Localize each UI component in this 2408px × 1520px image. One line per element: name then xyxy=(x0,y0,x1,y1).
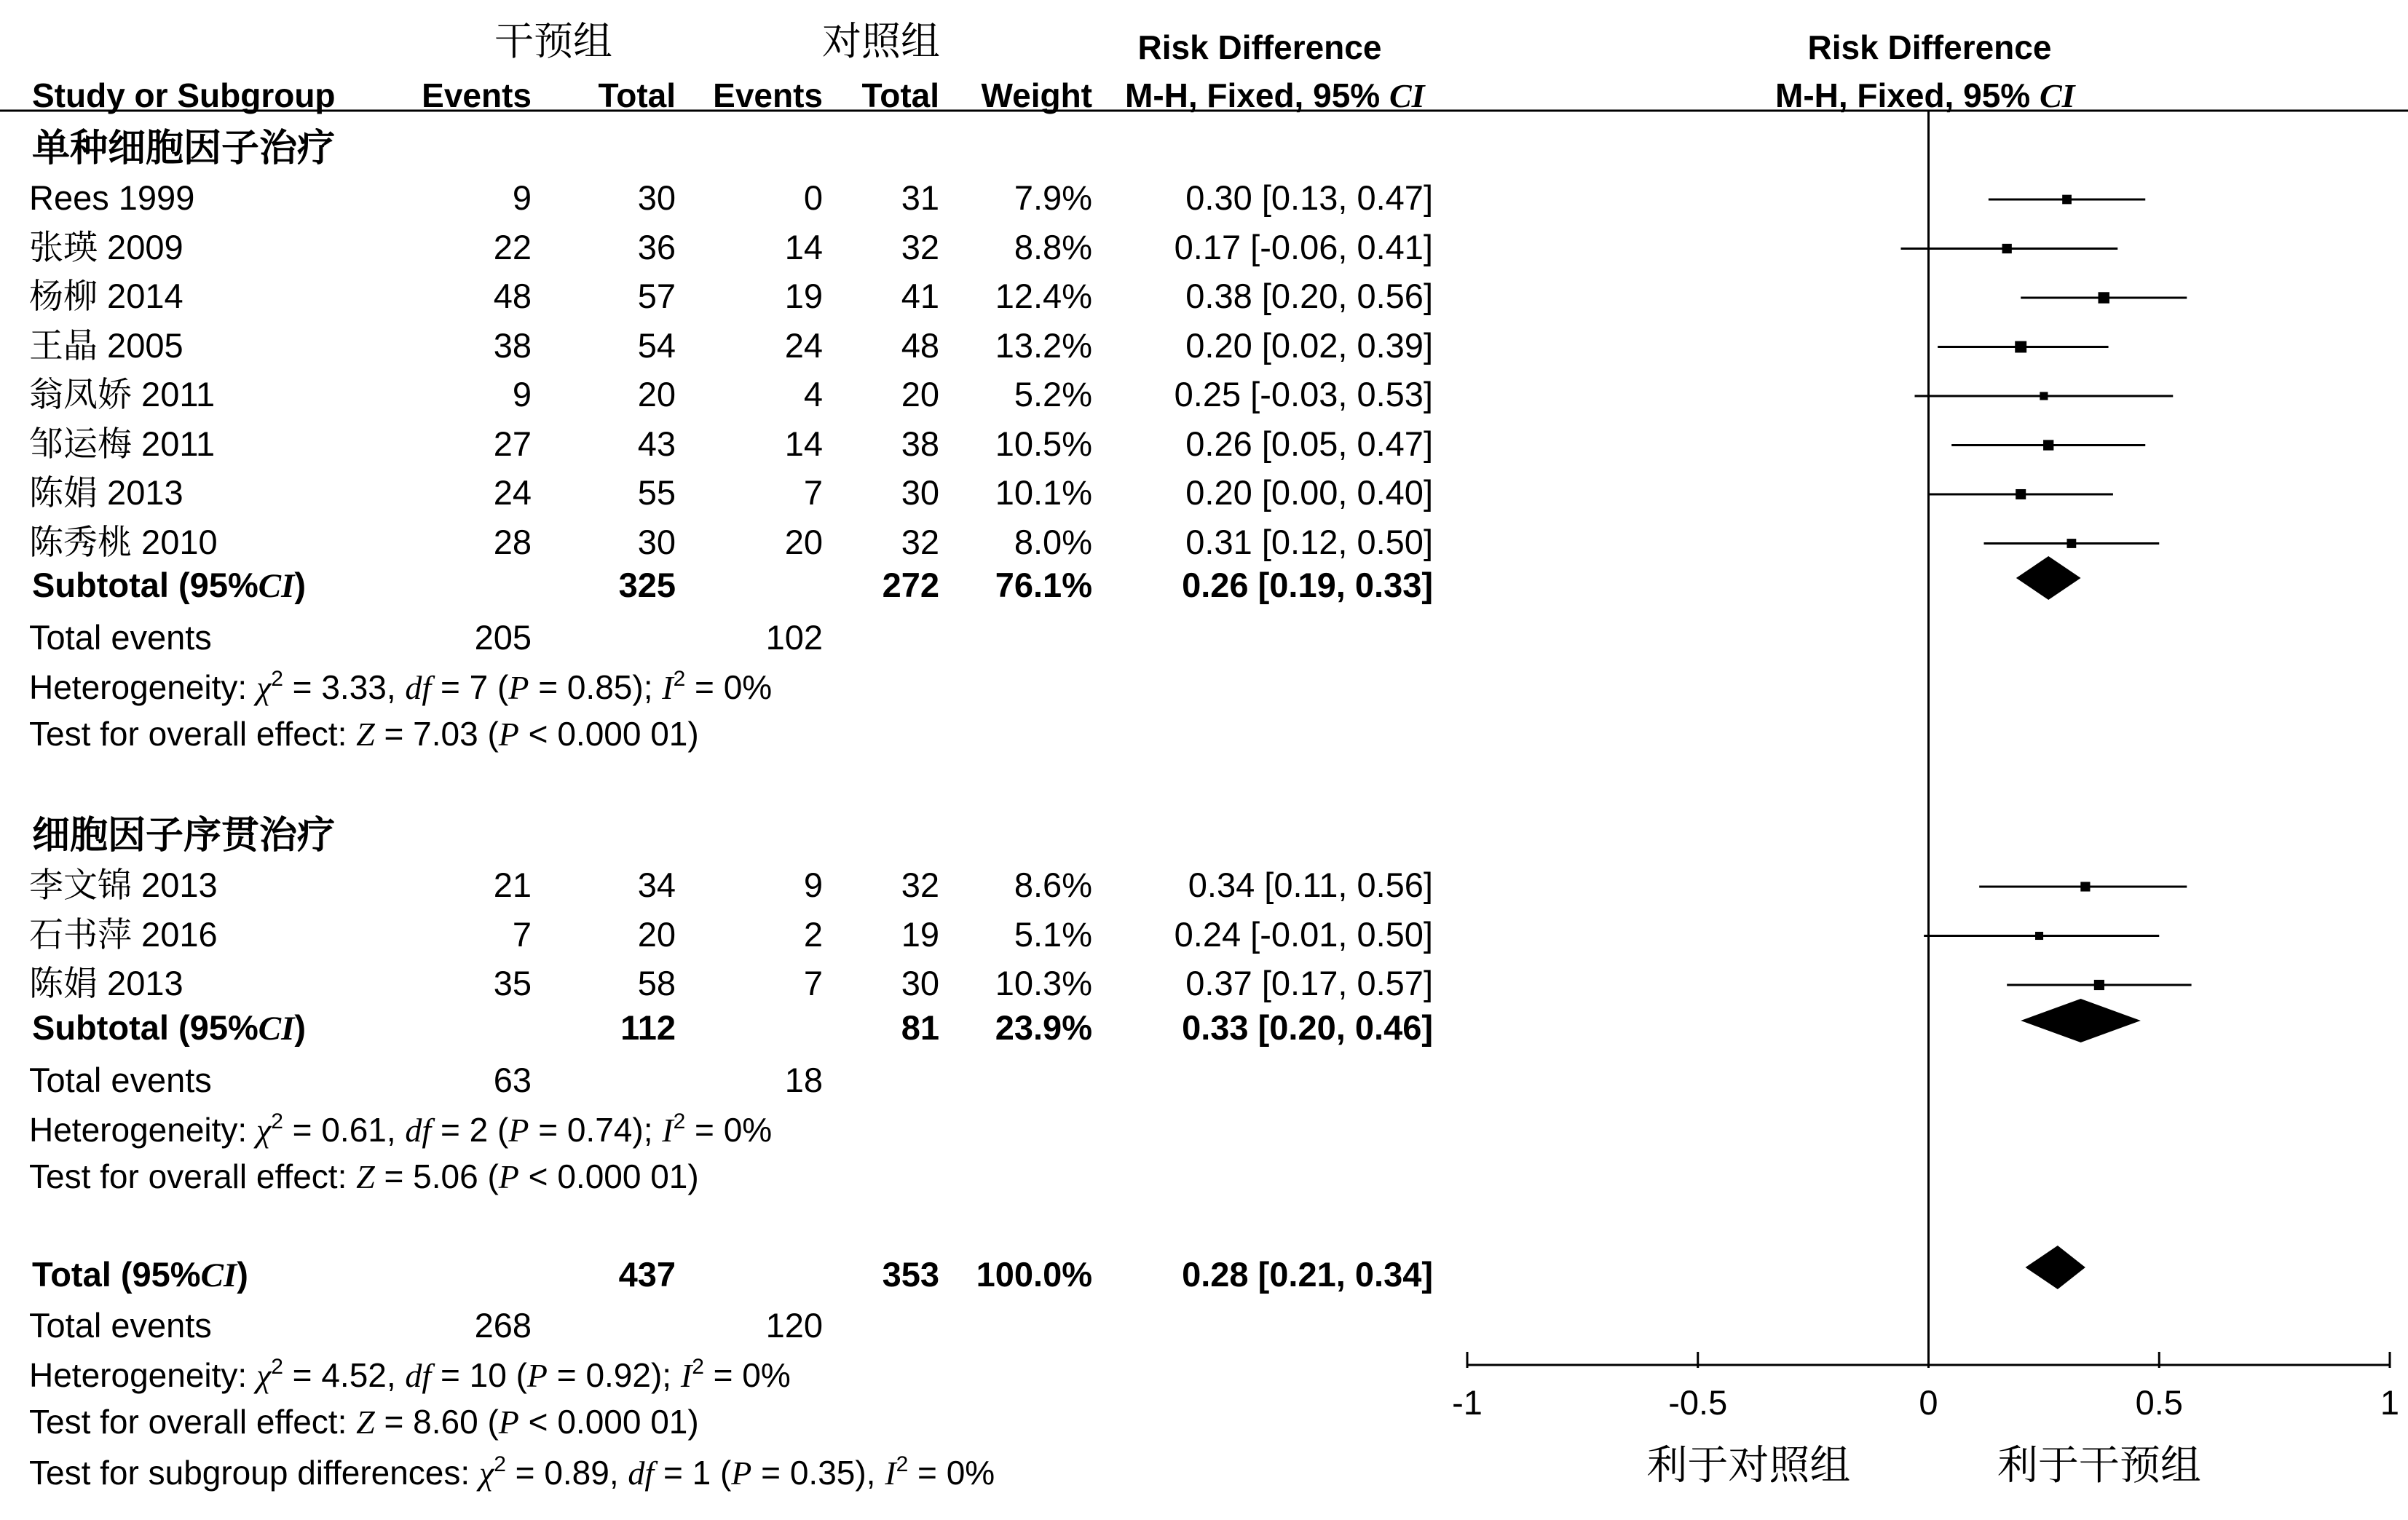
subgroup-1-study-6-events-intervention: 27 xyxy=(493,424,532,463)
subgroup-2-subtotal-effect-ci: 0.33 [0.20, 0.46] xyxy=(1182,1008,1433,1047)
subgroup-2-title: 细胞因子序贯治疗 xyxy=(32,815,336,857)
subgroup-2-heterogeneity-p-symbol: P xyxy=(508,1112,529,1149)
favours-control-label: 利于对照组 xyxy=(1646,1442,1851,1488)
overall-heterogeneity-p-symbol: P xyxy=(526,1357,548,1394)
subgroup-1-subtotal-ci-symbol: CI xyxy=(258,567,295,605)
favours-intervention-label: 利于干预组 xyxy=(1997,1442,2201,1488)
subgroup-2-heterogeneity-chi-value: = 0.61, xyxy=(283,1111,406,1149)
overall-heterogeneity-df-symbol: df xyxy=(405,1357,432,1394)
subgroup-2-study-3-name: 陈娟 2013 xyxy=(29,964,183,1002)
subgroup-2-heterogeneity-chi-symbol: χ xyxy=(256,1112,272,1149)
subgroup-2-heterogeneity-df-symbol: df xyxy=(405,1112,432,1149)
subgroup-1-study-1-point-estimate xyxy=(2062,195,2072,205)
subgroup-1-study-7-events-control: 7 xyxy=(803,473,823,512)
subgroup-1-study-4-weight: 13.2% xyxy=(995,325,1092,365)
subgroup-2-study-2-events-control: 2 xyxy=(803,914,823,954)
control-group-header: 对照组 xyxy=(822,20,940,63)
subgroup-2-heterogeneity-prefix: Heterogeneity: xyxy=(29,1111,256,1149)
overall-total-effect-ci: 0.28 [0.21, 0.34] xyxy=(1182,1255,1433,1294)
subgroup-1-study-5-total-control: 20 xyxy=(901,375,939,413)
overall-effect-p-value: < 0.000 01) xyxy=(518,1403,699,1441)
overall-heterogeneity-i-value: = 0% xyxy=(703,1356,791,1394)
subgroup-differences-i-superscript: 2 xyxy=(896,1452,909,1476)
subgroup-1-study-3-events-control: 19 xyxy=(784,277,823,315)
subgroup-1-study-2-events-control: 14 xyxy=(784,227,823,266)
overall-heterogeneity-chi-superscript: 2 xyxy=(271,1355,283,1379)
subgroup-1-study-5-events-intervention: 9 xyxy=(512,375,532,413)
subgroup-1-study-1-events-intervention: 9 xyxy=(512,178,532,217)
subgroup-2-study-3-total-intervention: 58 xyxy=(637,964,676,1002)
subgroup-1-study-8-events-intervention: 28 xyxy=(493,522,532,561)
subgroup-1-study-6-point-estimate xyxy=(2043,440,2053,450)
subgroup-1-study-4-total-intervention: 54 xyxy=(637,325,676,365)
subgroup-2-overall-effect-z-value: = 5.06 ( xyxy=(374,1157,499,1195)
subgroup-differences-p-symbol: P xyxy=(731,1454,752,1492)
subgroup-1-total-events-intervention: 205 xyxy=(474,618,532,657)
overall-heterogeneity-p-value: = 0.92); xyxy=(548,1356,681,1394)
subgroup-1-study-3-name: 杨柳 2014 xyxy=(29,277,183,315)
subgroup-2-overall-effect-p-symbol: P xyxy=(498,1158,519,1195)
events-control-header: Events xyxy=(713,76,823,114)
subgroup-1-study-1-weight: 7.9% xyxy=(1014,178,1092,217)
subgroup-differences-i-symbol: I xyxy=(885,1454,896,1492)
subgroup-2-study-1-events-control: 9 xyxy=(803,866,823,904)
events-intervention-header: Events xyxy=(422,76,532,114)
subgroup-1-study-5-total-intervention: 20 xyxy=(637,375,676,413)
subgroup-1-heterogeneity-i-symbol: I xyxy=(662,669,674,706)
overall-total-events-label: Total events xyxy=(29,1306,212,1345)
subgroup-1-heterogeneity-prefix: Heterogeneity: xyxy=(29,668,256,706)
x-axis-tick-label-0: -1 xyxy=(1452,1383,1483,1422)
subgroup-1-overall-effect-p-value: < 0.000 01) xyxy=(518,715,699,753)
weight-header: Weight xyxy=(981,76,1092,114)
subgroup-2-heterogeneity-i-superscript: 2 xyxy=(673,1109,686,1133)
subgroup-1-study-2-events-intervention: 22 xyxy=(493,227,532,266)
subgroup-2-study-2-weight: 5.1% xyxy=(1014,914,1092,954)
subgroup-1-study-8-effect-ci: 0.31 [0.12, 0.50] xyxy=(1185,522,1433,561)
overall-effect-prefix: Test for overall effect: xyxy=(29,1403,357,1441)
subgroup-2-subtotal-label-text: Subtotal (95% xyxy=(32,1008,258,1047)
subgroup-1-study-7-total-control: 30 xyxy=(901,473,939,512)
x-axis-tick-label-4: 1 xyxy=(2380,1383,2400,1422)
subgroup-differences-p-value: = 0.35), xyxy=(751,1454,885,1492)
subgroup-2-overall-effect-prefix: Test for overall effect: xyxy=(29,1157,357,1195)
subgroup-1-study-5-effect-ci: 0.25 [-0.03, 0.53] xyxy=(1174,375,1433,413)
overall-heterogeneity-i-symbol: I xyxy=(680,1357,692,1394)
subgroup-1-study-3-point-estimate xyxy=(2099,292,2109,303)
overall-heterogeneity-chi-value: = 4.52, xyxy=(283,1356,406,1394)
subgroup-1-study-2-weight: 8.8% xyxy=(1014,227,1092,266)
subgroup-1-study-4-point-estimate xyxy=(2015,341,2026,353)
subgroup-1-study-7-total-intervention: 55 xyxy=(637,473,676,512)
overall-heterogeneity-df-value: = 10 ( xyxy=(431,1356,527,1394)
overall-total-diamond xyxy=(2026,1246,2085,1289)
subgroup-1-study-3-events-intervention: 48 xyxy=(493,277,532,315)
subgroup-1-subtotal-label: Subtotal (95%CI) xyxy=(32,566,307,605)
subgroup-1-heterogeneity-df-value: = 7 ( xyxy=(431,668,509,706)
subgroup-1-study-3-total-intervention: 57 xyxy=(637,277,676,315)
subgroup-1-heterogeneity-p-symbol: P xyxy=(508,669,529,706)
subgroup-2-study-1-total-control: 32 xyxy=(901,866,939,904)
subgroup-1-study-4-events-control: 24 xyxy=(784,325,823,365)
overall-total-events-intervention: 268 xyxy=(474,1306,532,1345)
subgroup-2-study-3-weight: 10.3% xyxy=(995,964,1092,1002)
overall-total-total-control: 353 xyxy=(882,1255,939,1294)
overall-effect-z-value: = 8.60 ( xyxy=(374,1403,499,1441)
subgroup-1-study-8-total-control: 32 xyxy=(901,522,939,561)
overall-heterogeneity-chi-symbol: χ xyxy=(256,1357,272,1394)
subgroup-1-study-5-weight: 5.2% xyxy=(1014,375,1092,413)
subgroup-1-study-8-name: 陈秀桃 2010 xyxy=(29,522,218,561)
subgroup-1-study-5-point-estimate xyxy=(2040,392,2048,400)
subgroup-1-heterogeneity-chi-value: = 3.33, xyxy=(283,668,406,706)
subgroup-2-total-events-intervention: 63 xyxy=(493,1061,532,1099)
subgroup-2-subtotal-total-intervention: 112 xyxy=(620,1008,676,1047)
subgroup-1-study-4-events-intervention: 38 xyxy=(493,325,532,365)
subgroup-1-total-events-label: Total events xyxy=(29,618,212,657)
subgroup-differences-i-value: = 0% xyxy=(908,1454,995,1492)
subgroup-2-study-1-effect-ci: 0.34 [0.11, 0.56] xyxy=(1188,866,1433,904)
subgroup-1-study-8-events-control: 20 xyxy=(784,522,823,561)
overall-total-label: Total (95%CI) xyxy=(32,1255,248,1294)
subgroup-2-study-2-name: 石书萍 2016 xyxy=(29,914,218,954)
subgroup-2-study-3-total-control: 30 xyxy=(901,964,939,1002)
subgroup-1-study-2-total-intervention: 36 xyxy=(637,227,676,266)
subgroup-1-subtotal-weight: 76.1% xyxy=(995,566,1092,604)
subgroup-1-study-7-name: 陈娟 2013 xyxy=(29,473,183,512)
subgroup-2-study-1-events-intervention: 21 xyxy=(493,866,532,904)
subgroup-1-overall-effect-prefix: Test for overall effect: xyxy=(29,715,357,753)
x-axis-tick-label-1: -0.5 xyxy=(1668,1383,1728,1422)
subgroup-2-study-1-name: 李文锦 2013 xyxy=(29,866,218,904)
subgroup-2-study-3-events-intervention: 35 xyxy=(493,964,532,1002)
subgroup-1-overall-effect-z-symbol: Z xyxy=(356,716,375,753)
study-column-header: Study or Subgroup xyxy=(32,76,336,114)
subgroup-1-heterogeneity-p-value: = 0.85); xyxy=(529,668,663,706)
x-axis-tick-label-3: 0.5 xyxy=(2135,1383,2183,1422)
subgroup-1-study-5-events-control: 4 xyxy=(803,375,823,413)
subgroup-1-subtotal-total-control: 272 xyxy=(882,566,939,604)
overall-total-weight: 100.0% xyxy=(976,1255,1092,1294)
subgroup-differences-df-symbol: df xyxy=(628,1454,655,1492)
subgroup-differences-chi-value: = 0.89, xyxy=(505,1454,628,1492)
subgroup-differences-chi-superscript: 2 xyxy=(494,1452,506,1476)
subgroup-1-study-2-total-control: 32 xyxy=(901,227,939,266)
subgroup-2-study-2-point-estimate xyxy=(2035,932,2043,940)
subgroup-2-heterogeneity-df-value: = 2 ( xyxy=(431,1111,509,1149)
subgroup-2-heterogeneity-chi-superscript: 2 xyxy=(271,1109,283,1133)
subgroup-2-subtotal-weight: 23.9% xyxy=(995,1008,1092,1047)
subgroup-2-study-3-point-estimate xyxy=(2094,980,2104,990)
subgroup-1-study-1-total-intervention: 30 xyxy=(637,178,676,217)
subgroup-1-study-4-effect-ci: 0.20 [0.02, 0.39] xyxy=(1185,325,1433,365)
subgroup-differences-prefix: Test for subgroup differences: xyxy=(29,1454,479,1492)
subgroup-2-heterogeneity-p-value: = 0.74); xyxy=(529,1111,663,1149)
subgroup-2-study-3-effect-ci: 0.37 [0.17, 0.57] xyxy=(1185,964,1433,1002)
subgroup-1-study-4-name: 王晶 2005 xyxy=(29,325,183,365)
subgroup-2-study-1-total-intervention: 34 xyxy=(637,866,676,904)
subgroup-1-study-1-name: Rees 1999 xyxy=(29,178,195,217)
subgroup-1-study-4-total-control: 48 xyxy=(901,325,939,365)
subgroup-2-study-2-total-intervention: 20 xyxy=(637,914,676,954)
subgroup-1-study-2-name: 张瑛 2009 xyxy=(29,227,183,266)
subgroup-1-study-6-total-control: 38 xyxy=(901,424,939,463)
subgroup-1-subtotal-diamond xyxy=(2016,556,2081,600)
subgroup-1-subtotal-effect-ci: 0.26 [0.19, 0.33] xyxy=(1182,566,1433,604)
subgroup-1-study-1-total-control: 31 xyxy=(901,178,939,217)
intervention-group-header: 干预组 xyxy=(494,20,612,63)
subgroup-1-study-6-events-control: 14 xyxy=(784,424,823,463)
subgroup-1-heterogeneity-chi-symbol: χ xyxy=(256,669,272,706)
subgroup-2-subtotal-diamond xyxy=(2021,999,2141,1042)
subgroup-differences-df-value: = 1 ( xyxy=(654,1454,732,1492)
subgroup-1-study-1-events-control: 0 xyxy=(803,178,823,217)
subgroup-2-heterogeneity-i-symbol: I xyxy=(662,1112,674,1149)
subgroup-1-study-5-name: 翁凤娇 2011 xyxy=(29,375,216,413)
subgroup-1-overall-effect-p-symbol: P xyxy=(498,716,519,753)
subgroup-1-subtotal-label-text: Subtotal (95% xyxy=(32,566,258,604)
subgroup-1-study-3-effect-ci: 0.38 [0.20, 0.56] xyxy=(1185,277,1433,315)
x-axis-tick-label-2: 0 xyxy=(1919,1383,1938,1422)
subgroup-1-study-1-effect-ci: 0.30 [0.13, 0.47] xyxy=(1185,178,1433,217)
subgroup-2-subtotal-ci-symbol: CI xyxy=(258,1010,295,1048)
subgroup-1-heterogeneity-i-superscript: 2 xyxy=(673,667,686,691)
overall-heterogeneity-prefix: Heterogeneity: xyxy=(29,1356,256,1394)
subgroup-1-study-7-point-estimate xyxy=(2016,489,2026,499)
plot-method-text: M-H, Fixed, 95% xyxy=(1775,76,2031,114)
subgroup-2-total-events-control: 18 xyxy=(784,1061,823,1099)
subgroup-1-total-events-control: 102 xyxy=(765,618,823,657)
overall-total-label-text: Total (95% xyxy=(32,1255,201,1294)
subgroup-1-study-2-point-estimate xyxy=(2002,244,2012,253)
subgroup-2-study-1-point-estimate xyxy=(2080,882,2090,891)
subgroup-1-study-3-weight: 12.4% xyxy=(995,277,1092,315)
subgroup-2-heterogeneity-i-value: = 0% xyxy=(685,1111,773,1149)
subgroup-2-total-events-label: Total events xyxy=(29,1061,212,1099)
effect-title-header: Risk Difference xyxy=(1137,28,1382,66)
subgroup-1-overall-effect-z-value: = 7.03 ( xyxy=(374,715,499,753)
subgroup-1-study-7-effect-ci: 0.20 [0.00, 0.40] xyxy=(1185,473,1433,512)
subgroup-2-overall-effect-z-symbol: Z xyxy=(356,1158,375,1195)
overall-total-events-control: 120 xyxy=(765,1306,823,1345)
subgroup-1-heterogeneity-i-value: = 0% xyxy=(685,668,773,706)
subgroup-1-study-8-weight: 8.0% xyxy=(1014,522,1092,561)
total-intervention-header: Total xyxy=(598,76,676,114)
subgroup-differences-chi-symbol: χ xyxy=(478,1454,494,1492)
subgroup-2-study-3-events-control: 7 xyxy=(803,964,823,1002)
subgroup-1-heterogeneity-df-symbol: df xyxy=(405,669,432,706)
subgroup-1-heterogeneity-chi-superscript: 2 xyxy=(271,667,283,691)
subgroup-1-study-7-events-intervention: 24 xyxy=(493,473,532,512)
subgroup-2-subtotal-total-control: 81 xyxy=(901,1008,939,1047)
plot-title-header: Risk Difference xyxy=(1807,28,2052,66)
overall-effect-z-symbol: Z xyxy=(356,1404,375,1441)
subgroup-2-study-1-weight: 8.6% xyxy=(1014,866,1092,904)
subgroup-2-subtotal-label: Subtotal (95%CI) xyxy=(32,1008,307,1048)
subgroup-2-study-2-effect-ci: 0.24 [-0.01, 0.50] xyxy=(1174,914,1433,954)
subgroup-1-study-2-effect-ci: 0.17 [-0.06, 0.41] xyxy=(1174,227,1433,266)
overall-total-total-intervention: 437 xyxy=(618,1255,676,1294)
subgroup-1-study-6-weight: 10.5% xyxy=(995,424,1092,463)
subgroup-1-study-6-effect-ci: 0.26 [0.05, 0.47] xyxy=(1185,424,1433,463)
plot-method-ci-symbol: CI xyxy=(2039,77,2075,114)
subgroup-1-study-6-name: 邹运梅 2011 xyxy=(29,424,216,463)
subgroup-1-study-8-point-estimate xyxy=(2066,539,2076,548)
subgroup-1-study-6-total-intervention: 43 xyxy=(637,424,676,463)
subgroup-2-overall-effect-p-value: < 0.000 01) xyxy=(518,1157,699,1195)
overall-total-ci-symbol: CI xyxy=(200,1256,237,1294)
subgroup-2-study-2-events-intervention: 7 xyxy=(512,914,532,954)
subgroup-1-study-3-total-control: 41 xyxy=(901,277,939,315)
subgroup-1-study-8-total-intervention: 30 xyxy=(637,522,676,561)
effect-method-ci-symbol: CI xyxy=(1389,77,1425,114)
subgroup-2-study-2-total-control: 19 xyxy=(901,914,939,954)
subgroup-1-study-7-weight: 10.1% xyxy=(995,473,1092,512)
total-control-header: Total xyxy=(861,76,939,114)
overall-effect-p-symbol: P xyxy=(498,1404,519,1441)
subgroup-1-subtotal-total-intervention: 325 xyxy=(618,566,676,604)
subgroup-1-title: 单种细胞因子治疗 xyxy=(32,127,336,170)
overall-heterogeneity-i-superscript: 2 xyxy=(692,1355,704,1379)
effect-method-text: M-H, Fixed, 95% xyxy=(1125,76,1381,114)
